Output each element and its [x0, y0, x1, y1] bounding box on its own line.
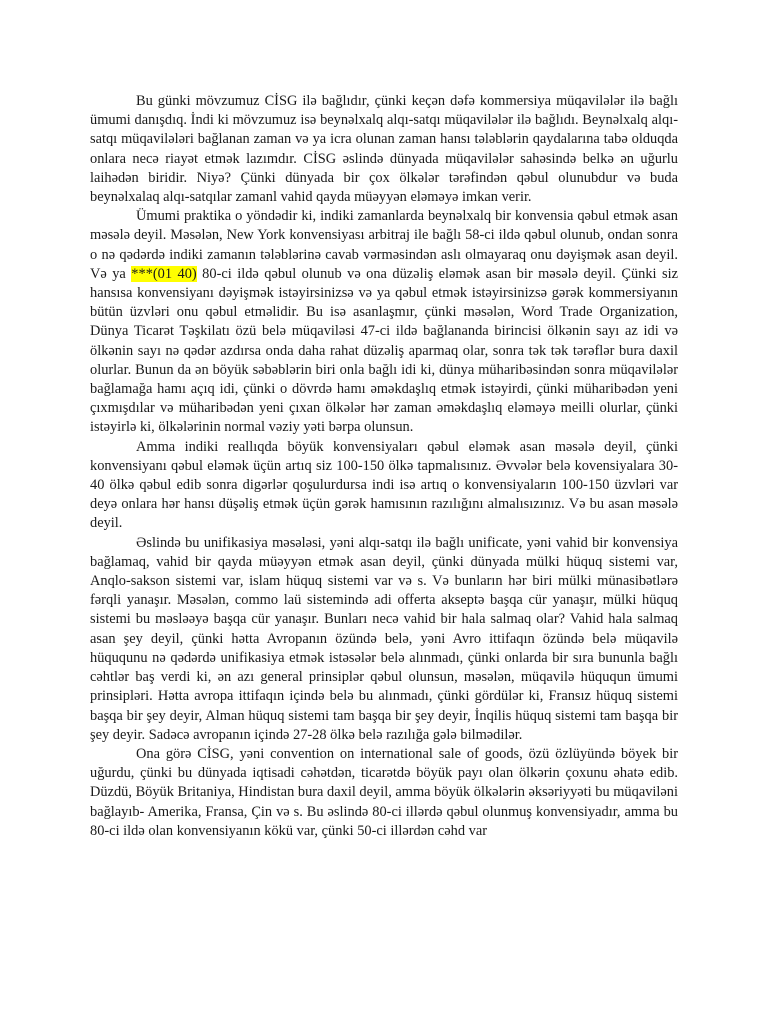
paragraph-3: Amma indiki reallıqda böyük konvensiyaları qəbul eləmək asan məsələ deyil, çünki konvensiyanı qəbul eləmək üçün artıq siz 100-150 ölkə tapmalısınız. Əvvələr belə kovensiyalara 30-40 ölkə qəbul edib sonra digərlər qoşulurdursa indi isə artıq o konvensiyaların 100-150 üzvləri var deyə onlara hər hansı düşəliş etmək üçün gərək hamısının razılığını almalısızınız. Və bu asan məsələ deyil.	[90, 438, 678, 532]
paragraph-2	[90, 207, 678, 437]
paragraph-2-end: 80-ci ildə qəbul olunub və ona düzəliş eləmək asan bir məsələ deyil. Çünki siz hansısa konvensiyanı dəyişmək istəyirsinizsə və ya qəbul etmək istəyirsinizsə gərək kommersiyanın bütün üzvləri onu qəbul etməlidir. Bu isə asanlaşmır, çünki məsələn, Word Trade Organization, Dünya Ticarət Təşkilatı özü belə müqaviləsi 47-ci ildə bağlananda birincisi ölkənin sayı az idi və ölkənin sayı nə qədər azdırsa onda daha rahat düzəliş aparmaq olar, sonra tək tək tərəflər bura daxil olurlar. Bunun da ən böyük səbəblərin biri onla bağlı idi ki, dünya müharibəsindən sonra müqavilələr bağlamağa hamı açıq idi, çünki o dövrdə hamı əməkdaşlıq etmək istəyirdi, çünki müharibədən yeni çıxmışdılar və müharibədən yeni çıxan ölkələr hər zaman əməkdaşlıq eləməyə meilli olurlar, çünki istəyirlə ki, ölkələrinin normal vəziy yəti bərpa olunsun.	[90, 265, 678, 436]
paragraph-4: Əslində bu unifikasiya məsələsi, yəni alqı-satqı ilə bağlı unificate, yəni vahid bir konvensiya bağlamaq, vahid bir qayda müəyyən etmək asan deyil, çünki dünyada mülki hüquq sistemi var, Anqlo-sakson sistemi var, islam hüquq sistemi var və s. Və bunların hər biri mülki münasibətlərə fərqli yanaşır. Məsələn, commo laü sistemində adi offerta akseptə başqa cür yanaşır, mülki hüquq sistemi bu məsləəyə başqa cür yanaşır. Bunları necə vahid bir hala salmaq olar? Vahid hala salmaq asan şey deyil, çünki hətta Avropanın özündə belə, yəni Avro ittifaqın özündə belə müqavilə hüququnu nə qədərdə unifikasiya etmək istəsələr belə alınmadı, çünki onlarda bir sıra bununla bağlı cəhtlər baş verdi ki, ən azı general prinsiplər qəbul olunsun, məsələn, müqavilə hüququn ümumi prinsipləri. Hətta avropa ittifaqın içində belə bu alınmadı, çünki gördülər ki, Fransız hüquq sistemi başqa bir şey deyir, Alman hüquq sistemi tam başqa bir şey deyir, İnqilis hüquq sistemi tam başqa bir şey deyir. Sadəcə avropanın içində 27-28 ölkə belə razılığa gələ bilmədilər.	[90, 534, 678, 743]
highlighted-timestamp: ***(01 40)	[131, 265, 197, 282]
paragraph-5: Ona görə CİSG, yəni convention on international sale of goods, özü özlüyündə böyek bir uğurdu, çünki bu dünyada iqtisadi cəhətdən, ticarətdə böyük payı olan ölkərin çoxunu əhatə edib. Düzdü, Böyük Britaniya, Hindistan bura daxil deyil, amma böyük ölkələrin əksəriyyəti bu müqaviləni bağlayıb- Amerika, Fransa, Çin və s. Bu əslində 80-ci illərdə qəbul olunmuş konvensiyadır, amma bu 80-ci ildə olan konvensiyanın kökü var, çünki 50-ci illərdən cəhd var	[90, 745, 678, 839]
paragraph-2-start: Ümumi praktika o yöndədir ki, indiki zamanlarda beynəlxalq bir konvensia qəbul etmək asan məsələ deyil. Məsələn, New York konvensiyası arbitraj ile bağlı 58-ci ildə qəbul olunub, ondan sonra o nə qədərdə indiki zamanın tələblərinə cavab vərməsindən aslı olmayaraq onu dəyişmək asan deyil. Və ya	[90, 208, 678, 282]
document-page	[90, 92, 678, 841]
paragraph-1: Bu günki mövzumuz CİSG ilə bağlıdır, çünki keçən dəfə kommersiya müqavilələr ilə bağlı ümumi danışdıq. İndi ki mövzumuz isə beynəlxalq alqı-satqı müqavilələr ilə bağlıdı. Beynəlxalq alqı-satqı müqavilələri bağlanan zaman və ya icra olunan zaman hansı tələblərin qaydalarına tabə olduqda onlara necə riayət etmək lazımdır. CİSG əslində dünyada müqavilələr sahəsində belkə ən uğurlu laihədən biridir. Niyə? Çünki dünyada bir çox ölkələr tərəfindən qəbul olunubdur və buda beynəlxalaq alqı-satqılar zamanl vahid qayda müəyyən eləməyə imkan verir.	[90, 93, 678, 206]
